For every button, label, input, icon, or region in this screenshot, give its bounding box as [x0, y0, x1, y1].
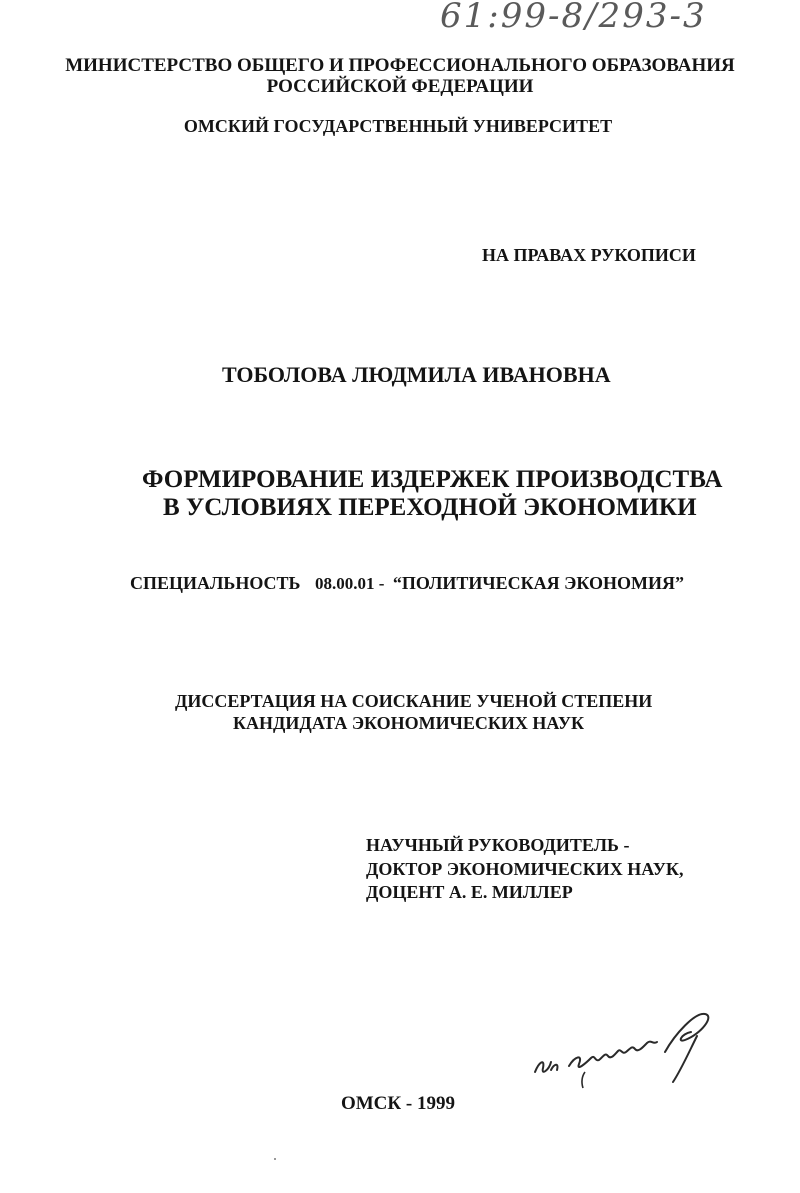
dissertation-title-line-2: В УСЛОВИЯХ ПЕРЕХОДНОЙ ЭКОНОМИКИ [163, 494, 697, 521]
ministry-line-2: РОССИЙСКОЙ ФЕДЕРАЦИИ [266, 76, 534, 97]
scan-dot [274, 1158, 276, 1160]
specialty-line [130, 573, 684, 594]
ministry-line-1: МИНИСТЕРСТВО ОБЩЕГО И ПРОФЕССИОНАЛЬНОГО ОБРАЗОВАНИЯ [65, 55, 735, 76]
author-name: ТОБОЛОВА ЛЮДМИЛА ИВАНОВНА [222, 362, 611, 387]
specialty-label: СПЕЦИАЛЬНОСТЬ [130, 573, 301, 593]
manuscript-rights-label: НА ПРАВАХ РУКОПИСИ [482, 245, 696, 265]
handwritten-signature-icon [525, 1000, 745, 1090]
specialty-code: 08.00.01 - [314, 574, 385, 593]
supervisor-line-3: ДОЦЕНТ А. Е. МИЛЛЕР [366, 882, 573, 902]
archive-number-handwritten: 61:99-8/293-3 [440, 0, 707, 36]
university-name: ОМСКИЙ ГОСУДАРСТВЕННЫЙ УНИВЕРСИТЕТ [183, 116, 613, 136]
supervisor-line-1: НАУЧНЫЙ РУКОВОДИТЕЛЬ - [366, 835, 630, 855]
specialty-name: “ПОЛИТИЧЕСКАЯ ЭКОНОМИЯ” [392, 573, 684, 593]
degree-line-1: ДИССЕРТАЦИЯ НА СОИСКАНИЕ УЧЕНОЙ СТЕПЕНИ [175, 691, 653, 711]
supervisor-line-2: ДОКТОР ЭКОНОМИЧЕСКИХ НАУК, [366, 859, 684, 879]
degree-line-2: КАНДИДАТА ЭКОНОМИЧЕСКИХ НАУК [233, 713, 585, 733]
dissertation-title-line-1: ФОРМИРОВАНИЕ ИЗДЕРЖЕК ПРОИЗВОДСТВА [142, 466, 723, 493]
city-year-footer: ОМСК - 1999 [340, 1093, 456, 1114]
